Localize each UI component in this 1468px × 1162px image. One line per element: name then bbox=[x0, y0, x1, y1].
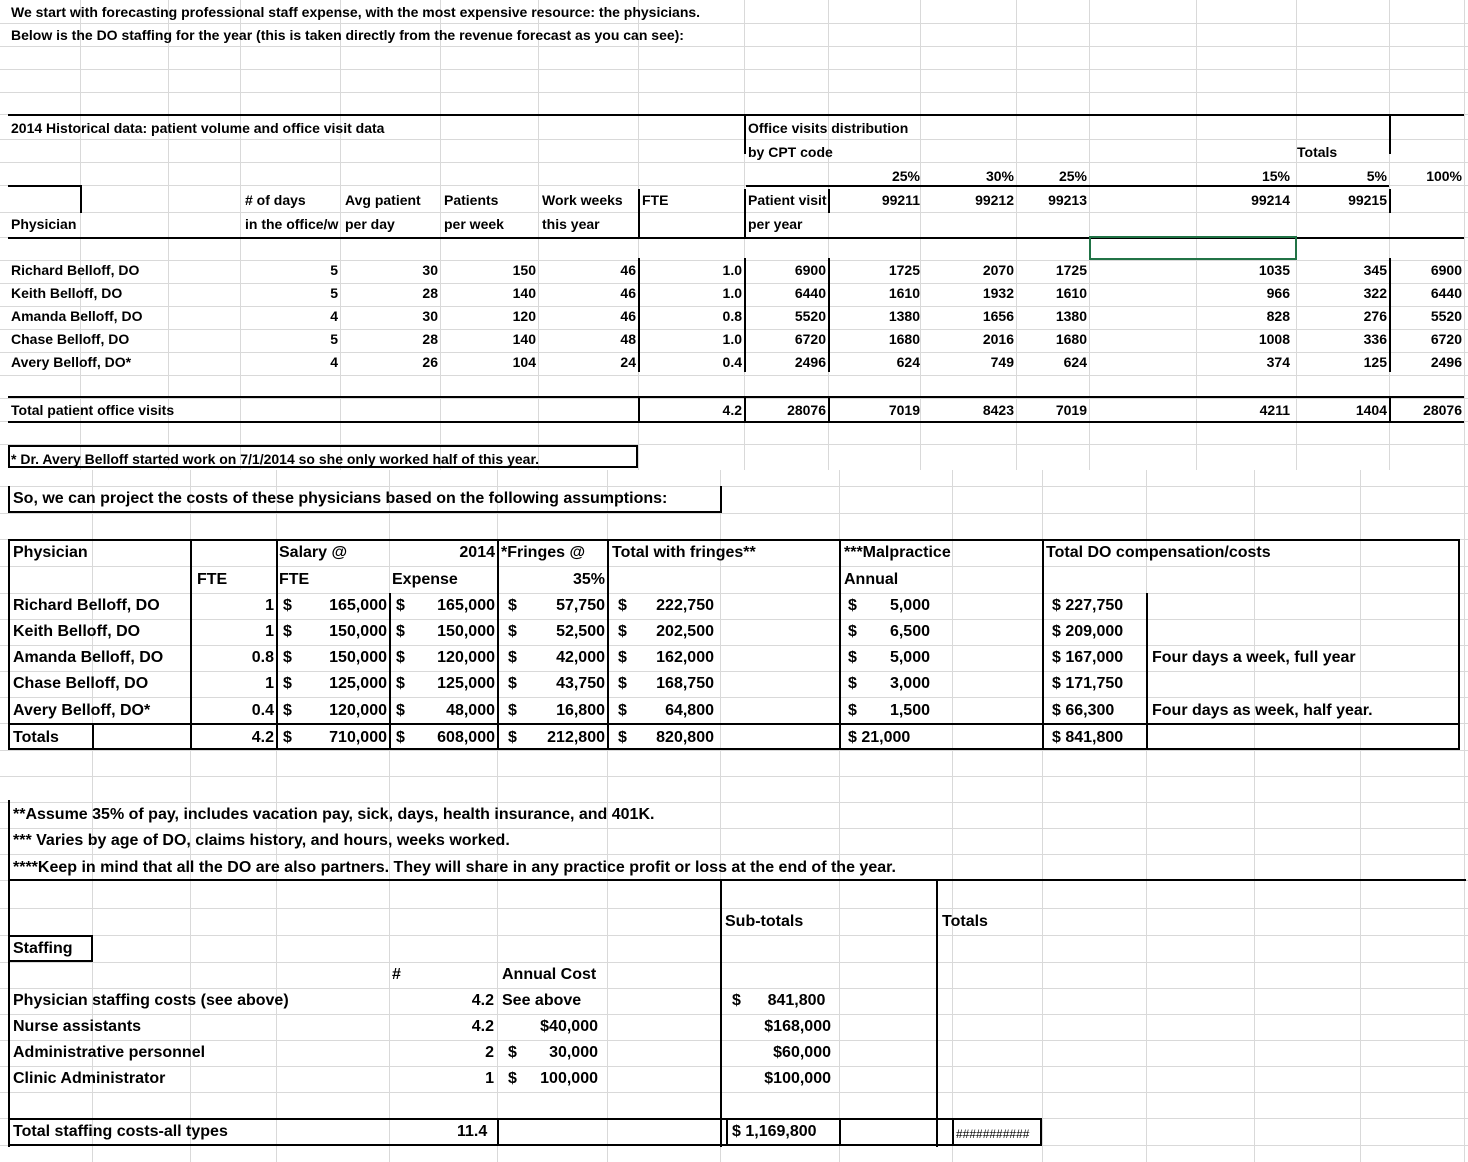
proj-twf-dollar: $ bbox=[618, 597, 627, 614]
hist-cpt-99214: 1035 bbox=[1258, 262, 1290, 278]
proj-total-expense: 608,000 bbox=[437, 729, 495, 746]
hist-row-total: 6440 bbox=[1430, 285, 1462, 301]
proj-total-fringes-dollar: $ bbox=[508, 729, 517, 746]
hist-row-total: 6720 bbox=[1430, 331, 1462, 347]
proj-twf: 64,800 bbox=[665, 702, 714, 719]
intro-line-2: Below is the DO staffing for the year (this is taken directly from the revenue forecast as you can see): bbox=[11, 27, 684, 43]
staffing-annual-cost: $40,000 bbox=[540, 1018, 598, 1035]
proj-salary-dollar: $ bbox=[283, 675, 292, 692]
hist-avg-patients: 30 bbox=[422, 308, 438, 324]
proj-hdr-tdc: Total DO compensation/costs bbox=[1046, 544, 1271, 561]
staffing-count: 4.2 bbox=[471, 1018, 494, 1035]
note-2: *** Varies by age of DO, claims history, and hours, weeks worked. bbox=[13, 832, 510, 849]
hist-visits: 6440 bbox=[794, 285, 826, 301]
hist-cpt-99211: 1380 bbox=[888, 308, 920, 324]
staffing-cost-dollar: $ bbox=[508, 1070, 517, 1087]
proj-fte: 1 bbox=[265, 623, 274, 640]
proj-salary-dollar: $ bbox=[283, 597, 292, 614]
proj-total-comp: $ 209,000 bbox=[1052, 623, 1124, 640]
hist-avg-patients: 28 bbox=[422, 285, 438, 301]
code-99214: 99214 bbox=[1251, 192, 1290, 208]
hist-cpt-99214: 828 bbox=[1266, 308, 1290, 324]
proj-salary: 165,000 bbox=[329, 597, 387, 614]
proj-salary: 150,000 bbox=[329, 649, 387, 666]
proj-fringes-dollar: $ bbox=[508, 649, 517, 666]
hist-row-total: 5520 bbox=[1430, 308, 1462, 324]
proj-top-border bbox=[8, 539, 1460, 541]
staffing-subtotal: $60,000 bbox=[773, 1044, 831, 1061]
hist-cpt-99212: 2016 bbox=[982, 331, 1014, 347]
hist-cpt-99215: 336 bbox=[1363, 331, 1387, 347]
proj-malpractice: 6,500 bbox=[889, 623, 930, 640]
hist-cpt-99213: 1610 bbox=[1055, 285, 1087, 301]
staffing-count: 2 bbox=[485, 1044, 494, 1061]
hist-cpt-99213: 1380 bbox=[1055, 308, 1087, 324]
staffing-total-overflow: ########### bbox=[956, 1127, 1030, 1141]
staffing-label: Administrative personnel bbox=[13, 1044, 206, 1061]
proj-twf-dollar: $ bbox=[618, 649, 627, 666]
proj-total-twf-dollar: $ bbox=[618, 729, 627, 746]
proj-total-fringes: 212,800 bbox=[547, 729, 605, 746]
hist-total-c1: 7019 bbox=[888, 402, 920, 418]
proj-fringes: 43,750 bbox=[556, 675, 605, 692]
hdr-pv-1: Patient visit bbox=[748, 192, 827, 208]
hist-fte: 0.4 bbox=[722, 354, 742, 370]
hdr-physician: Physician bbox=[11, 216, 77, 232]
hist-row-total: 6900 bbox=[1430, 262, 1462, 278]
hdr-pw-2: per week bbox=[444, 216, 504, 232]
hist-avg-patients: 30 bbox=[422, 262, 438, 278]
hist-cpt-99211: 1680 bbox=[888, 331, 920, 347]
pct-99212: 30% bbox=[985, 168, 1014, 184]
projection-title: So, we can project the costs of these physicians based on the following assumptions: bbox=[13, 490, 668, 507]
hist-visits: 5520 bbox=[794, 308, 826, 324]
hist-cpt-99211: 1725 bbox=[888, 262, 920, 278]
proj-hdr-mal-1: ***Malpractice bbox=[844, 544, 951, 561]
proj-physician-name: Avery Belloff, DO* bbox=[13, 702, 151, 719]
code-99212: 99212 bbox=[975, 192, 1014, 208]
proj-expense: 120,000 bbox=[437, 649, 495, 666]
hist-days: 4 bbox=[330, 354, 338, 370]
hist-total-tot: 28076 bbox=[1423, 402, 1462, 418]
pct-99213: 25% bbox=[1058, 168, 1087, 184]
staffing-subtotals-label: Sub-totals bbox=[725, 913, 804, 930]
hist-cpt-99214: 1008 bbox=[1258, 331, 1290, 347]
proj-salary: 120,000 bbox=[329, 702, 387, 719]
hist-cpt-99214: 966 bbox=[1266, 285, 1290, 301]
proj-expense: 165,000 bbox=[437, 597, 495, 614]
proj-expense: 150,000 bbox=[437, 623, 495, 640]
hist-row-total: 2496 bbox=[1430, 354, 1462, 370]
proj-twf-dollar: $ bbox=[618, 623, 627, 640]
staffing-total-num: 11.4 bbox=[457, 1123, 488, 1140]
note-3: ****Keep in mind that all the DO are also partners. They will share in any practice profit or loss at the end of the year. bbox=[13, 859, 896, 876]
staffing-title: Staffing bbox=[13, 940, 73, 957]
proj-hdr-salary-1: Salary @ bbox=[279, 544, 348, 561]
hist-fte: 0.8 bbox=[722, 308, 742, 324]
proj-expense-dollar: $ bbox=[396, 649, 405, 666]
staffing-count: 4.2 bbox=[471, 992, 494, 1009]
proj-twf: 162,000 bbox=[656, 649, 714, 666]
proj-fringes-dollar: $ bbox=[508, 623, 517, 640]
hist-total-c3: 7019 bbox=[1055, 402, 1087, 418]
proj-salary: 150,000 bbox=[329, 623, 387, 640]
hist-cpt-99215: 322 bbox=[1363, 285, 1387, 301]
hist-total-visits: 28076 bbox=[787, 402, 826, 418]
proj-fte: 1 bbox=[265, 597, 274, 614]
proj-expense: 125,000 bbox=[437, 675, 495, 692]
proj-twf: 202,500 bbox=[656, 623, 714, 640]
proj-total-comp: $ 171,750 bbox=[1052, 675, 1124, 692]
hist-patients-week: 150 bbox=[512, 262, 536, 278]
pct-99215: 5% bbox=[1366, 168, 1387, 184]
proj-total-comp: $ 66,300 bbox=[1052, 702, 1115, 719]
proj-expense-dollar: $ bbox=[396, 702, 405, 719]
staffing-annual-cost: 100,000 bbox=[540, 1070, 598, 1087]
staffing-annual-cost: 30,000 bbox=[549, 1044, 598, 1061]
proj-hdr-mal-2: Annual bbox=[844, 571, 899, 588]
hist-days: 4 bbox=[330, 308, 338, 324]
staffing-top-border bbox=[8, 879, 1466, 881]
proj-fringes-dollar: $ bbox=[508, 597, 517, 614]
proj-total-comp: $ 227,750 bbox=[1052, 597, 1124, 614]
proj-salary: 125,000 bbox=[329, 675, 387, 692]
proj-malpractice: 5,000 bbox=[889, 597, 930, 614]
code-99211: 99211 bbox=[881, 192, 920, 208]
hist-total-c4: 4211 bbox=[1259, 402, 1290, 418]
staffing-total-sub: $ 1,169,800 bbox=[732, 1123, 817, 1140]
pct-99214: 15% bbox=[1261, 168, 1290, 184]
proj-total-mal: $ 21,000 bbox=[848, 729, 911, 746]
hist-fte: 1.0 bbox=[722, 331, 742, 347]
hist-cpt-99213: 624 bbox=[1063, 354, 1087, 370]
proj-twf: 168,750 bbox=[656, 675, 714, 692]
staffing-subtotal: $168,000 bbox=[764, 1018, 831, 1035]
proj-physician-name: Amanda Belloff, DO bbox=[13, 649, 164, 666]
proj-total-expense-dollar: $ bbox=[396, 729, 405, 746]
hist-top-border bbox=[8, 114, 1464, 116]
code-99215: 99215 bbox=[1348, 192, 1387, 208]
proj-total-twf: 820,800 bbox=[656, 729, 714, 746]
hist-total-label: Total patient office visits bbox=[11, 402, 175, 418]
selected-cell[interactable] bbox=[1089, 236, 1297, 260]
hist-work-weeks: 46 bbox=[620, 262, 636, 278]
proj-expense-dollar: $ bbox=[396, 623, 405, 640]
proj-expense-dollar: $ bbox=[396, 597, 405, 614]
hist-patients-week: 140 bbox=[512, 285, 536, 301]
staffing-label: Clinic Administrator bbox=[13, 1070, 166, 1087]
hist-title: 2014 Historical data: patient volume and office visit data bbox=[11, 120, 385, 136]
hdr-pv-2: per year bbox=[748, 216, 803, 232]
hist-visits: 2496 bbox=[794, 354, 826, 370]
hist-cpt-99212: 1932 bbox=[982, 285, 1014, 301]
hist-cpt-99214: 374 bbox=[1266, 354, 1290, 370]
proj-fte: 0.4 bbox=[251, 702, 274, 719]
proj-mal-dollar: $ bbox=[848, 702, 857, 719]
proj-fte: 1 bbox=[265, 675, 274, 692]
proj-physician-name: Keith Belloff, DO bbox=[13, 623, 141, 640]
hist-work-weeks: 48 bbox=[620, 331, 636, 347]
hist-totals-label: Totals bbox=[1297, 144, 1338, 160]
proj-salary-dollar: $ bbox=[283, 623, 292, 640]
staffing-count: 1 bbox=[485, 1070, 494, 1087]
hdr-fte: FTE bbox=[642, 192, 669, 208]
pct-99211: 25% bbox=[891, 168, 920, 184]
proj-expense-dollar: $ bbox=[396, 675, 405, 692]
hist-cpt-99212: 1656 bbox=[982, 308, 1014, 324]
hdr-avg-2: per day bbox=[345, 216, 395, 232]
proj-hdr-physician: Physician bbox=[13, 544, 88, 561]
proj-note: Four days a week, full year bbox=[1152, 649, 1356, 666]
proj-fringes: 42,000 bbox=[556, 649, 605, 666]
hist-fte: 1.0 bbox=[722, 285, 742, 301]
proj-total-salary: 710,000 bbox=[329, 729, 387, 746]
staffing-hash-hdr: # bbox=[392, 966, 401, 983]
proj-mal-dollar: $ bbox=[848, 597, 857, 614]
proj-fte: 0.8 bbox=[251, 649, 274, 666]
proj-fringes-dollar: $ bbox=[508, 702, 517, 719]
hdr-days-2: in the office/w bbox=[245, 216, 339, 232]
proj-salary-dollar: $ bbox=[283, 649, 292, 666]
hist-patients-week: 104 bbox=[512, 354, 536, 370]
proj-physician-name: Richard Belloff, DO bbox=[13, 597, 160, 614]
proj-hdr-fte: FTE bbox=[197, 571, 228, 588]
proj-total-label: Totals bbox=[13, 729, 59, 746]
staffing-label: Physician staffing costs (see above) bbox=[13, 992, 289, 1009]
proj-fringes: 16,800 bbox=[556, 702, 605, 719]
proj-hdr-expense-2: Expense bbox=[392, 571, 458, 588]
hist-cpt-99215: 276 bbox=[1363, 308, 1387, 324]
hist-avg-patients: 28 bbox=[422, 331, 438, 347]
hist-physician-name: Amanda Belloff, DO bbox=[11, 308, 143, 324]
staffing-label: Nurse assistants bbox=[13, 1018, 142, 1035]
staffing-annual-cost: See above bbox=[502, 992, 582, 1009]
hist-cpt-99215: 125 bbox=[1363, 354, 1387, 370]
ovd-label-1: Office visits distribution bbox=[748, 120, 909, 136]
staffing-subtotal: $100,000 bbox=[764, 1070, 831, 1087]
staffing-subtotal: $ 841,800 bbox=[732, 992, 826, 1009]
hist-physician-name: Richard Belloff, DO bbox=[11, 262, 140, 278]
code-99213: 99213 bbox=[1048, 192, 1087, 208]
hist-patients-week: 140 bbox=[512, 331, 536, 347]
proj-mal-dollar: $ bbox=[848, 623, 857, 640]
hdr-avg-1: Avg patient bbox=[345, 192, 421, 208]
hist-total-c2: 8423 bbox=[982, 402, 1014, 418]
hist-avg-patients: 26 bbox=[422, 354, 438, 370]
proj-total-comp: $ 167,000 bbox=[1052, 649, 1124, 666]
staffing-cost-hdr: Annual Cost bbox=[502, 966, 597, 983]
proj-hdr-expense-1: 2014 bbox=[459, 544, 495, 561]
hist-work-weeks: 46 bbox=[620, 285, 636, 301]
staffing-cost-dollar: $ bbox=[508, 1044, 517, 1061]
proj-twf: 222,750 bbox=[656, 597, 714, 614]
footnote-text: * Dr. Avery Belloff started work on 7/1/2014 so she only worked half of this year. bbox=[11, 451, 540, 467]
proj-hdr-fringes-2: 35% bbox=[572, 571, 605, 588]
proj-salary-dollar: $ bbox=[283, 702, 292, 719]
hist-cpt-99212: 2070 bbox=[982, 262, 1014, 278]
pct-total: 100% bbox=[1426, 168, 1462, 184]
proj-hdr-twf: Total with fringes** bbox=[612, 544, 756, 561]
intro-line-1: We start with forecasting professional staff expense, with the most expensive resource: the physicians. bbox=[11, 4, 701, 20]
proj-fringes: 57,750 bbox=[556, 597, 605, 614]
proj-fringes-dollar: $ bbox=[508, 675, 517, 692]
proj-total-salary-dollar: $ bbox=[283, 729, 292, 746]
hist-work-weeks: 24 bbox=[620, 354, 636, 370]
hist-fte: 1.0 bbox=[722, 262, 742, 278]
hist-cpt-99213: 1725 bbox=[1055, 262, 1087, 278]
proj-total-tdc: $ 841,800 bbox=[1052, 729, 1124, 746]
proj-total-fte: 4.2 bbox=[251, 729, 274, 746]
proj-twf-dollar: $ bbox=[618, 675, 627, 692]
hist-physician-name: Avery Belloff, DO* bbox=[11, 354, 132, 370]
hdr-days-1: # of days bbox=[245, 192, 306, 208]
proj-mal-dollar: $ bbox=[848, 649, 857, 666]
hist-days: 5 bbox=[330, 262, 338, 278]
proj-malpractice: 3,000 bbox=[889, 675, 930, 692]
staffing-totals-label: Totals bbox=[942, 913, 988, 930]
staffing-total-label: Total staffing costs-all types bbox=[13, 1123, 228, 1140]
proj-fringes: 52,500 bbox=[556, 623, 605, 640]
hist-work-weeks: 46 bbox=[620, 308, 636, 324]
hist-cpt-99211: 624 bbox=[896, 354, 920, 370]
proj-physician-name: Chase Belloff, DO bbox=[13, 675, 149, 692]
hist-cpt-99211: 1610 bbox=[888, 285, 920, 301]
proj-twf-dollar: $ bbox=[618, 702, 627, 719]
hdr-ww-1: Work weeks bbox=[542, 192, 623, 208]
proj-hdr-salary-2: FTE bbox=[279, 571, 310, 588]
proj-hdr-fringes-1: *Fringes @ bbox=[501, 544, 586, 561]
note-1: **Assume 35% of pay, includes vacation pay, sick, days, health insurance, and 401K. bbox=[13, 806, 655, 823]
proj-expense: 48,000 bbox=[446, 702, 495, 719]
hist-days: 5 bbox=[330, 331, 338, 347]
hist-cpt-99212: 749 bbox=[990, 354, 1014, 370]
hist-physician-name: Chase Belloff, DO bbox=[11, 331, 130, 347]
hdr-ww-2: this year bbox=[542, 216, 600, 232]
hist-cpt-99213: 1680 bbox=[1055, 331, 1087, 347]
hist-total-fte: 4.2 bbox=[722, 402, 742, 418]
hist-visits: 6720 bbox=[794, 331, 826, 347]
hist-physician-name: Keith Belloff, DO bbox=[11, 285, 123, 301]
proj-mal-dollar: $ bbox=[848, 675, 857, 692]
proj-note: Four days as week, half year. bbox=[1152, 702, 1373, 719]
hist-patients-week: 120 bbox=[512, 308, 536, 324]
proj-malpractice: 1,500 bbox=[889, 702, 930, 719]
hist-visits: 6900 bbox=[794, 262, 826, 278]
ovd-label-2: by CPT code bbox=[748, 144, 833, 160]
hdr-pw-1: Patients bbox=[444, 192, 499, 208]
hist-cpt-99215: 345 bbox=[1363, 262, 1387, 278]
hist-total-c5: 1404 bbox=[1355, 402, 1387, 418]
hist-days: 5 bbox=[330, 285, 338, 301]
proj-malpractice: 5,000 bbox=[889, 649, 930, 666]
